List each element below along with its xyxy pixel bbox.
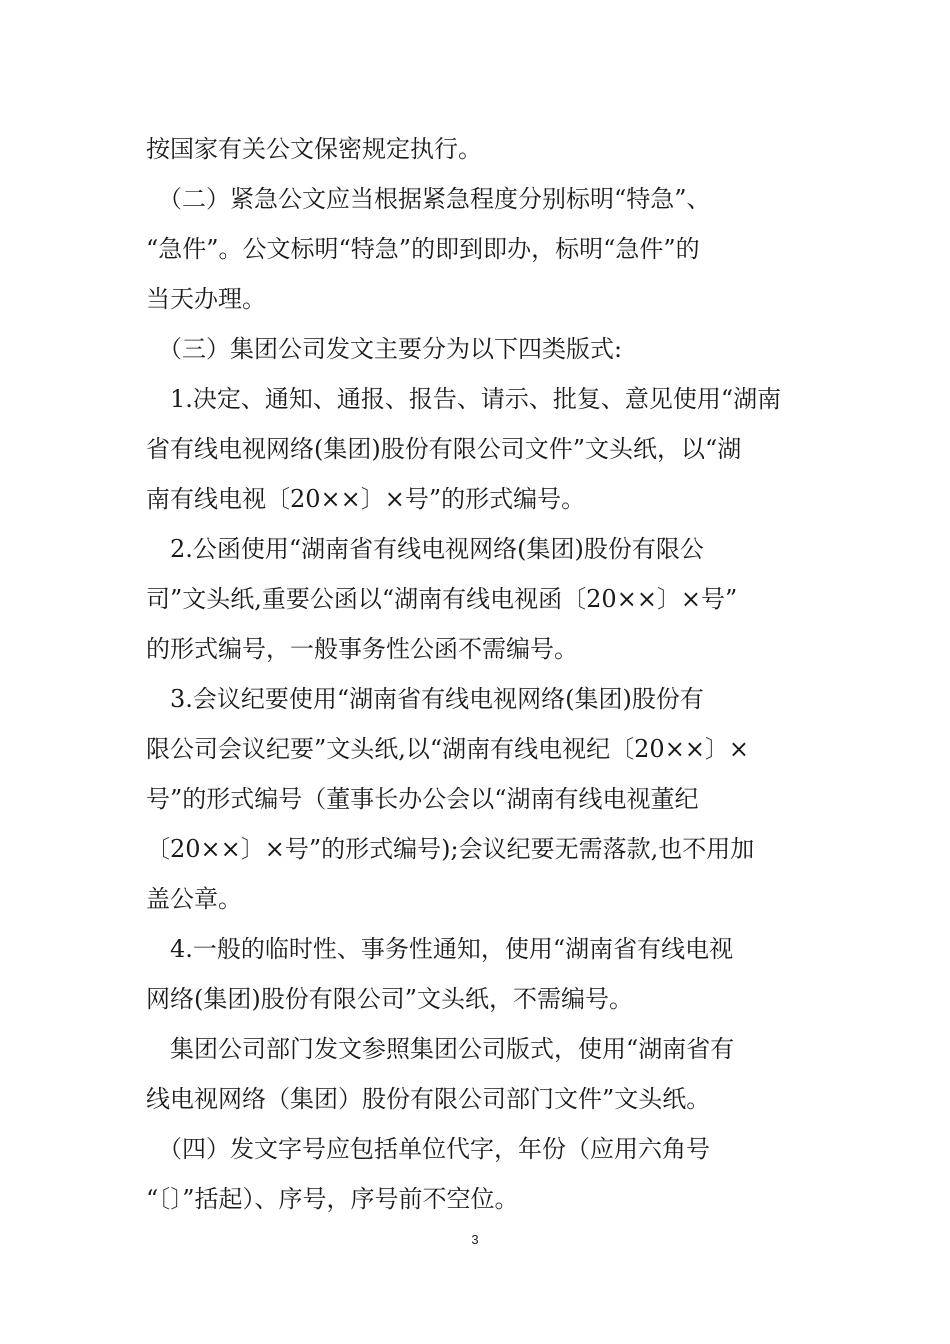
text-line: 4.一般的临时性、事务性通知，使用“湖南省有线电视 <box>146 935 734 963</box>
text-line: （三）集团公司发文主要分为以下四类版式: <box>146 335 623 363</box>
text-line: 〔20××〕×号”的形式编号);会议纪要无需落款,也不用加 <box>146 835 755 863</box>
body-text <box>146 124 811 1224</box>
text-line: 南有线电视〔20××〕×号”的形式编号。 <box>146 485 586 513</box>
text-line: （二）紧急公文应当根据紧急程度分别标明“特急”、 <box>146 185 711 213</box>
text-line: “急件”。公文标明“特急”的即到即办，标明“急件”的 <box>146 235 700 263</box>
text-line: 当天办理。 <box>146 285 266 313</box>
text-line: 盖公章。 <box>146 885 242 913</box>
text-line: 省有线电视网络(集团)股份有限公司文件”文头纸，以“湖 <box>146 435 742 463</box>
text-line: 限公司会议纪要”文头纸,以“湖南有线电视纪〔20××〕× <box>146 735 750 763</box>
text-line: 号”的形式编号（董事长办公会以“湖南有线电视董纪 <box>146 785 699 813</box>
text-line: 线电视网络（集团）股份有限公司部门文件”文头纸。 <box>146 1085 711 1113</box>
text-line: 司”文头纸,重要公函以“湖南有线电视函〔20××〕×号” <box>146 585 738 613</box>
text-line: 1.决定、通知、通报、报告、请示、批复、意见使用“湖南 <box>146 385 782 413</box>
text-line: 2.公函使用“湖南省有线电视网络(集团)股份有限公 <box>146 535 704 563</box>
text-line: （四）发文字号应包括单位代字，年份（应用六角号 <box>146 1135 710 1163</box>
text-line: “〔〕”括起）、序号，序号前不空位。 <box>146 1185 519 1213</box>
text-line: 3.会议纪要使用“湖南省有线电视网络(集团)股份有 <box>146 685 704 713</box>
page-number: 3 <box>471 1232 479 1247</box>
text-line: 集团公司部门发文参照集团公司版式，使用“湖南省有 <box>146 1035 735 1063</box>
text-line: 的形式编号，一般事务性公函不需编号。 <box>146 635 578 663</box>
text-line: 按国家有关公文保密规定执行。 <box>146 135 482 163</box>
text-line: 网络(集团)股份有限公司”文头纸，不需编号。 <box>146 985 633 1013</box>
